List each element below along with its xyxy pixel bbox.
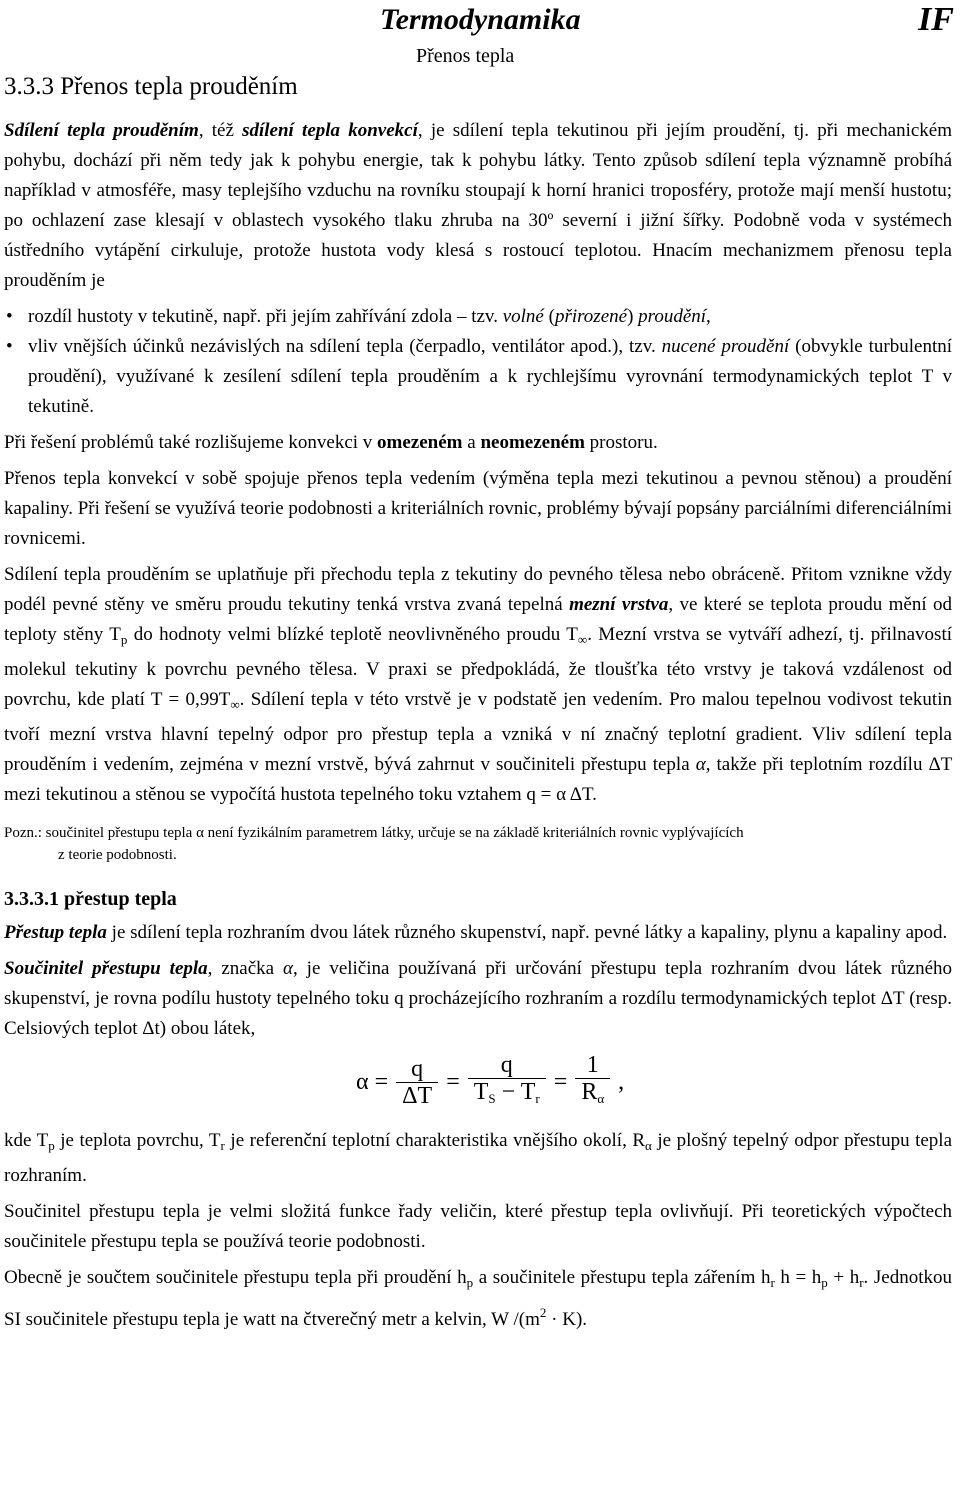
fraction: $\frac{q}{T_S - T_r}$ <box>468 1052 546 1112</box>
header-brand-logo: IF <box>918 1 954 38</box>
header-subtitle: Přenos tepla <box>416 45 515 67</box>
fraction: $\frac{q}{\Delta T}$ <box>396 1056 438 1109</box>
footnote: Pozn.: součinitel přestupu tepla α není fyzikálním parametrem látky, určuje se na základě kriteriálních rovnic vyplývajících z teorie podobnosti. <box>4 825 744 863</box>
subsection-title: 3.3.3.1 přestup tepla <box>4 888 177 910</box>
mechanism-list <box>4 302 952 422</box>
paragraph-intro: Sdílení tepla prouděním, též sdílení tepla konvekcí, je sdílení tepla tekutinou při jejím proudění, tj. při mechanickém pohybu, dochází při něm tedy jak k pohybu energie, tak k pohybu látky. Tento způsob sdílení tepla významně probíhá například v atmosféře, masy teplejšího vzduchu na rovníku stoupají k horní hranici troposféry, protože mají menší hustotu; po ochlazení zase klesají v oblastech vysokého tlaku zhruba na 30º severní i jižní šířky. Podobně voda v systémech ústředního vytápění cirkuluje, protože hustota vody klesá s rostoucí teplotou. Hnacím mechanizmem přenosu tepla prouděním je <box>4 120 952 291</box>
equation-alpha: α = $\frac{q}{\Delta T}$ = $\frac{q}{T_S - T_r}$ = $\frac{1}{R_\alpha}$ , <box>356 1054 952 1110</box>
paragraph-si-unit: Obecně je součtem součinitele přestupu tepla při proudění $h_p$ a součinitele přestupu tepla zářením $h_r$ $h = h_p + h_r$. Jednotkou SI součinitele přestupu tepla je watt na čtverečný metr a kelvin, W $/(m^2 \cdot K)$. <box>4 1267 952 1330</box>
fraction: $\frac{1}{R_\alpha}$ <box>575 1052 610 1112</box>
paragraph-boundary-layer: Sdílení tepla prouděním se uplatňuje při přechodu tepla z tekutiny do pevného tělesa nebo obráceně. Přitom vznikne vždy podél pevné stěny ve směru proudu tekutiny tenká vrstva zvaná tepelná mezní vrstva, ve které se teplota proudu mění od teploty stěny $T_p$ do hodnoty velmi blízké teplotě neovlivněného proudu $T_\infty$. Mezní vrstva se vytváří adhezí, tj. přilnavostí molekul tekutiny k povrchu pevného tělesa. V praxi se předpokládá, že tloušťka této vrstvy je taková vzdálenost od povrchu, kde platí $T = 0,99T_\infty$. Sdílení tepla v této vrstvě je v podstatě jen vedením. Pro malou tepelnou vodivost tekutin tvoří mezní vrstva hlavní tepelný odpor pro přestup tepla a vzniká v ní značný teplotní gradient. Vliv sdílení tepla prouděním i vedením, zejména v mezní vrstvě, bývá zahrnut v součiniteli přestupu tepla α, takže při teplotním rozdílu ΔT mezi tekutinou a stěnou se vypočítá hustota tepelného toku vztahem q = α ΔT. <box>4 564 953 805</box>
term-boundary-layer: mezní vrstva <box>569 594 669 615</box>
header-title: Termodynamika <box>380 3 581 36</box>
paragraph-conduction: Přenos tepla konvekcí v sobě spojuje přenos tepla vedením (výměna tepla mezi tekutinou a pevnou stěnou) a proudění kapaliny. Při řešení se využívá teorie podobnosti a kriteriálních rovnic, problémy bývají popsány parciálními diferenciálními rovnicemi. <box>4 468 952 549</box>
formula-boundary: T = 0,99T <box>150 689 231 710</box>
section-title: 3.3.3 Přenos tepla prouděním <box>4 73 298 100</box>
term-convection: Sdílení tepla prouděním <box>4 120 199 141</box>
paragraph-space: Při řešení problémů také rozlišujeme konvekci v omezeném a neomezeném prostoru. <box>4 432 658 453</box>
term-convection-alt: sdílení tepla konvekcí <box>242 120 418 141</box>
formula-heat-flux: q = α ΔT. <box>526 784 597 805</box>
body-text <box>4 116 952 1341</box>
list-item: • vliv vnějších účinků nezávislých na sdílení tepla (čerpadlo, ventilátor apod.), tzv. nucené proudění (obvykle turbulentní proudění), využívané k zesílení sdílení tepla prouděním a k rychlejšímu vyrovnání termodynamických teplot T v tekutině. <box>4 332 952 422</box>
paragraph-heat-transfer: Přestup tepla je sdílení tepla rozhraním dvou látek různého skupenství, např. pevné látky a kapaliny, plynu a kapaliny apod. <box>4 922 948 943</box>
list-item: • rozdíl hustoty v tekutině, např. při jejím zahřívání zdola – tzv. volné (přirozené) proudění, <box>4 302 952 332</box>
paragraph-complexity: Součinitel přestupu tepla je velmi složitá funkce řady veličin, které přestup tepla ovlivňují. Při teoretických výpočtech součinitele přestupu tepla se používá teorie podobnosti. <box>4 1201 952 1252</box>
paragraph-definitions: kde $T_p$ je teplota povrchu, $T_r$ je referenční teplotní charakteristika vnějšího okolí, $R_\alpha$ je plošný tepelný odpor přestupu tepla rozhraním. <box>4 1130 953 1186</box>
paragraph-coefficient: Součinitel přestupu tepla, značka α, je veličina používaná při určování přestupu tepla rozhraním dvou látek různého skupenství, je rovna podílu hustoty tepelného toku q procházejícího rozhraním a rozdílu termodynamických teplot ΔT (resp. Celsiových teplot Δt) obou látek, <box>4 958 953 1039</box>
